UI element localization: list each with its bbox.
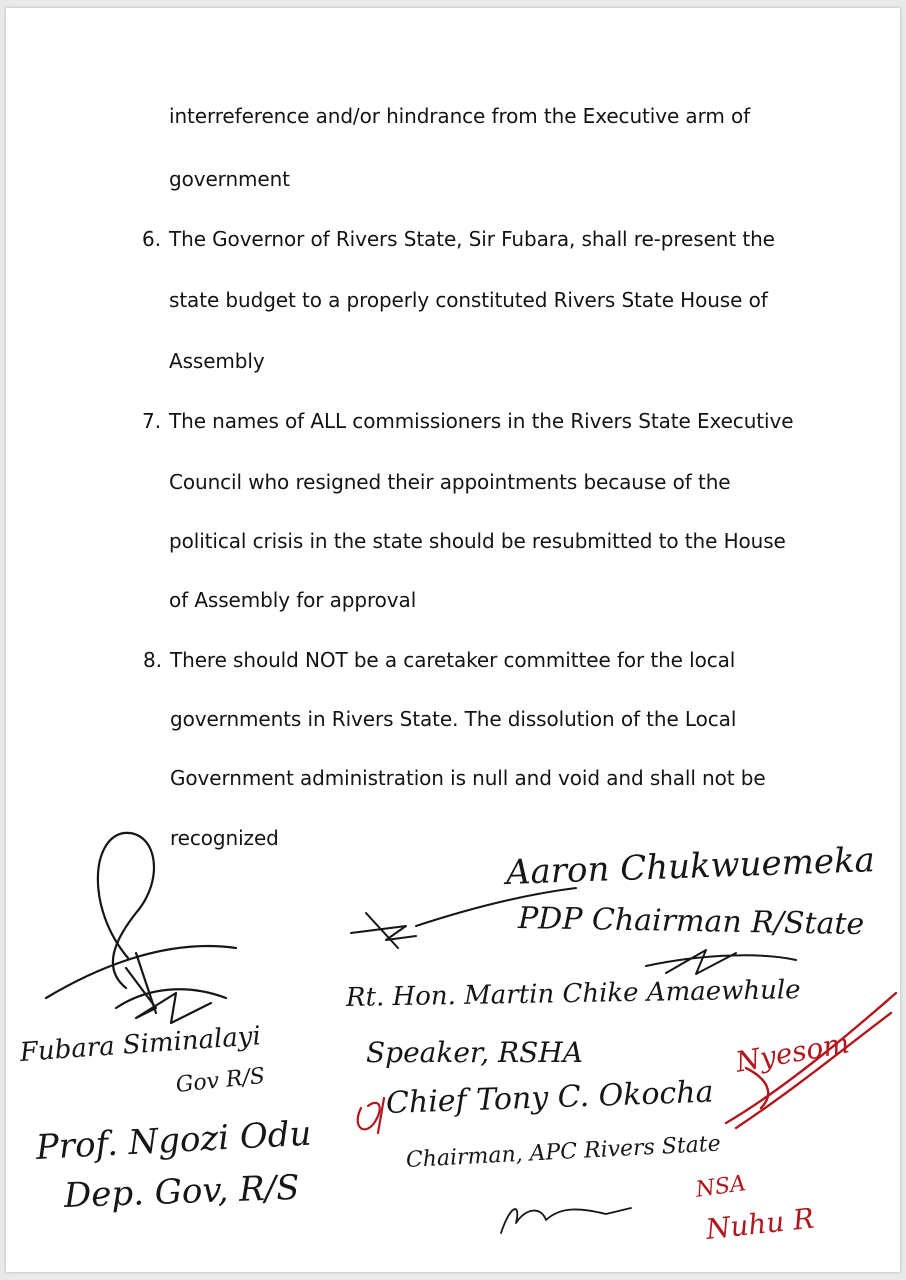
deputy-governor-title: Dep. Gov, R/S xyxy=(63,1167,301,1216)
apc-chairman-name: Chief Tony C. Okocha xyxy=(385,1074,715,1121)
item-line: There should NOT be a caretaker committee for the local xyxy=(170,648,736,672)
item-line: The Governor of Rivers State, Sir Fubara, shall re-present the xyxy=(169,227,775,251)
signature-strokes xyxy=(6,8,900,1272)
speaker-title: Speaker, RSHA xyxy=(366,1036,583,1069)
item-number: 6. xyxy=(142,227,162,251)
document-page xyxy=(6,8,900,1272)
apc-red-mark xyxy=(358,1098,384,1133)
pdp-chairman-name: Aaron Chukwuemeka xyxy=(505,840,876,893)
nsa-initials: NSA xyxy=(694,1171,748,1203)
item-line: recognized xyxy=(170,826,279,850)
speaker-name: Rt. Hon. Martin Chike Amaewhule xyxy=(345,975,801,1013)
item-line: Government administration is null and void and shall not be xyxy=(170,766,766,790)
governor-signature-flourish xyxy=(46,833,236,1023)
item-line: Council who resigned their appointments because of the xyxy=(169,470,731,494)
item-line: governments in Rivers State. The dissolution of the Local xyxy=(170,707,737,731)
item-line: of Assembly for approval xyxy=(169,588,417,612)
item-line: The names of ALL commissioners in the Rivers State Executive xyxy=(169,409,794,433)
governor-name: Fubara Siminalayi xyxy=(18,1021,262,1068)
nsa-name: Nyesom xyxy=(733,1026,852,1079)
nsa-signoff: Nuhu R xyxy=(704,1201,816,1246)
speaker-flourish xyxy=(646,950,796,974)
item-line: Assembly xyxy=(169,349,265,373)
deputy-governor-name: Prof. Ngozi Odu xyxy=(34,1113,313,1168)
item-number: 7. xyxy=(142,409,162,433)
governor-title: Gov R/S xyxy=(174,1063,267,1098)
item-line: state budget to a properly constituted Rivers State House of xyxy=(169,288,768,312)
apc-small-signature xyxy=(501,1208,631,1233)
continuation-line-2: government xyxy=(169,167,290,191)
item-number: 8. xyxy=(143,648,163,672)
continuation-line-1: interreference and/or hindrance from the Executive arm of xyxy=(169,104,751,128)
item-line: political crisis in the state should be resubmitted to the House xyxy=(169,529,786,553)
pdp-chairman-title: PDP Chairman R/State xyxy=(517,901,865,943)
apc-chairman-title: Chairman, APC Rivers State xyxy=(405,1131,722,1173)
